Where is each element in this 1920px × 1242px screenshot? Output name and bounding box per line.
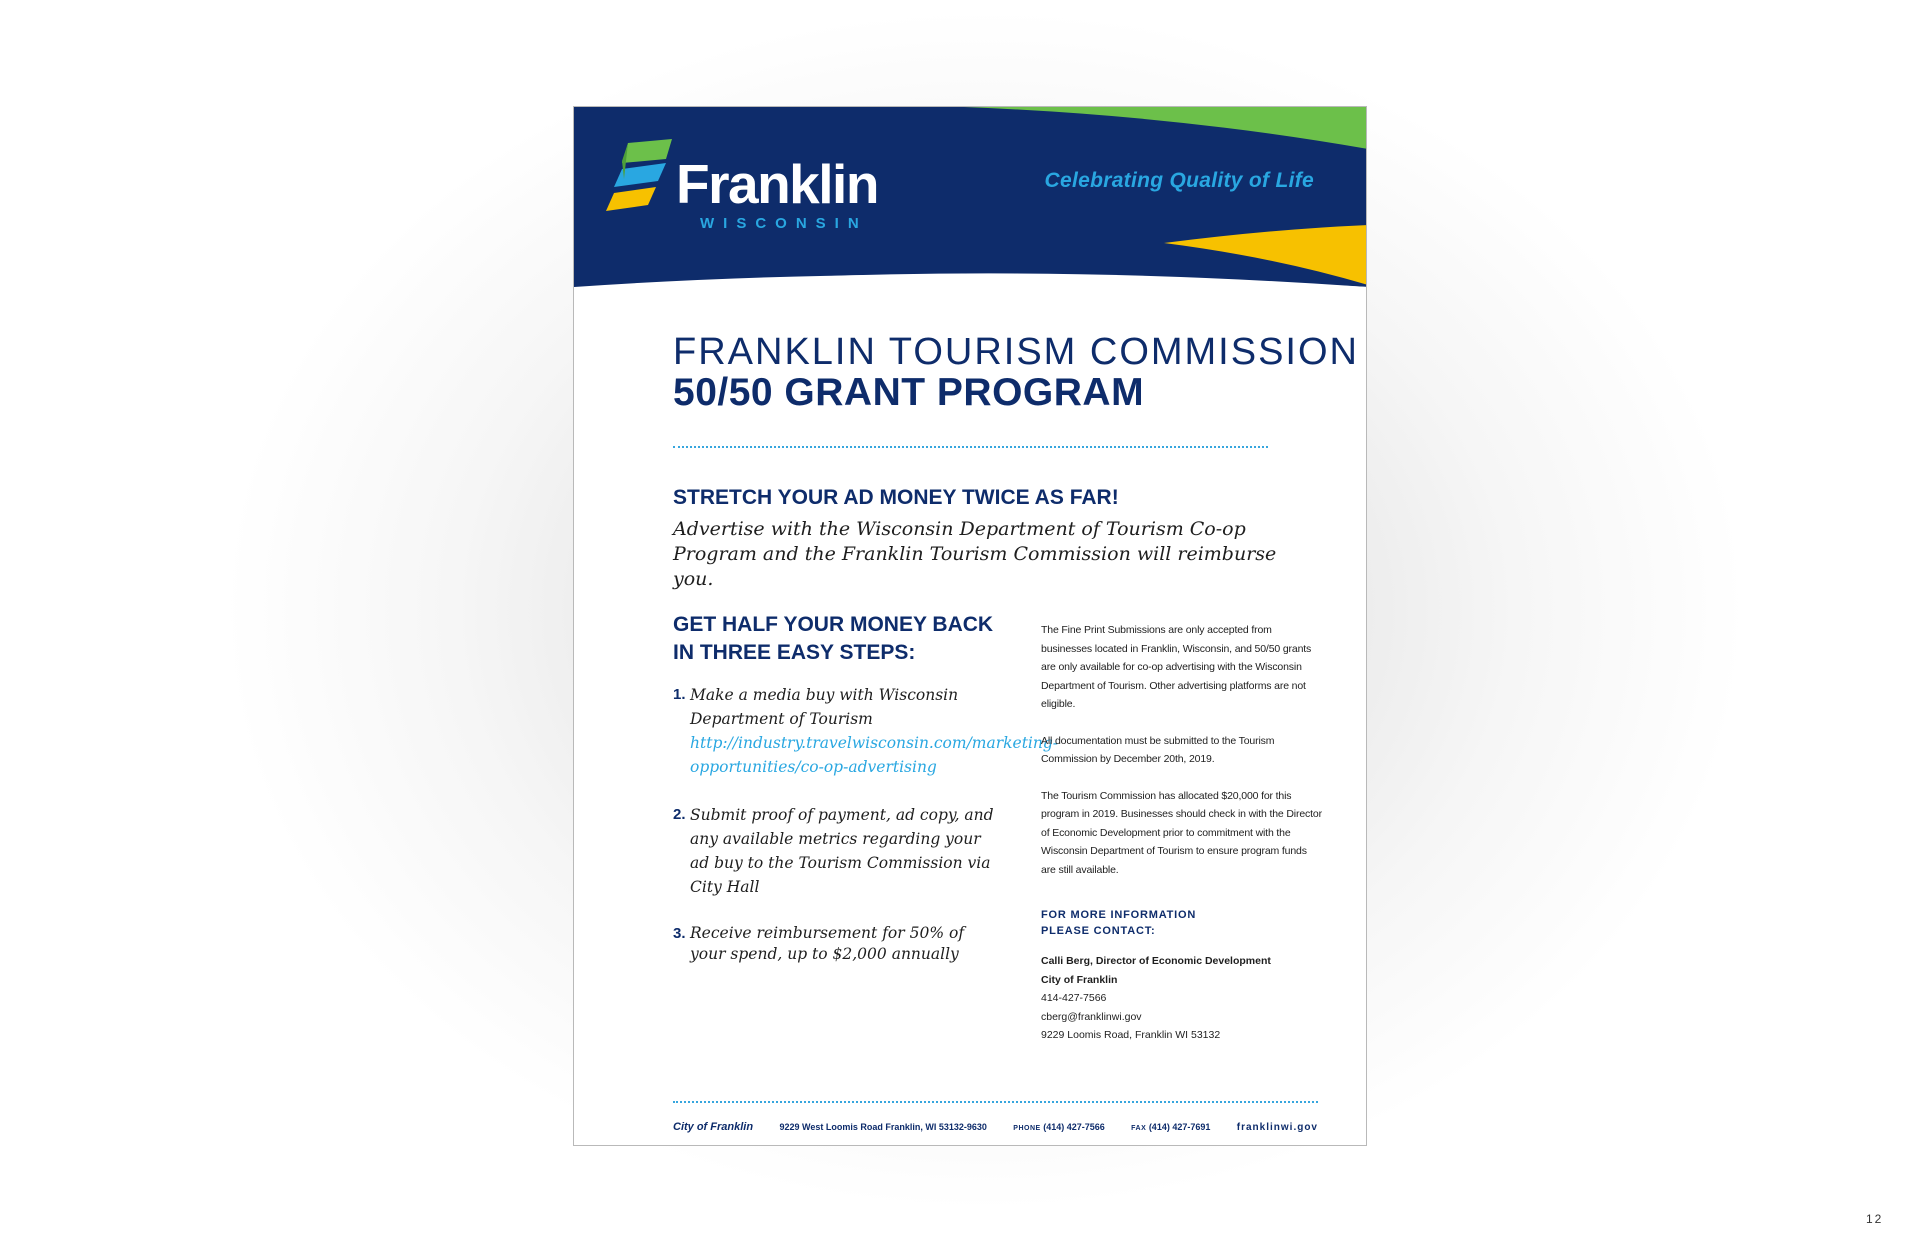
footer-city: City of Franklin (673, 1121, 754, 1133)
footer-fax (1131, 1122, 1210, 1132)
contact-phone: 414-427-7566 (1041, 992, 1107, 1004)
flyer-page (573, 106, 1367, 1146)
footer-phone-label: PHONE (1013, 1125, 1041, 1132)
divider-top (673, 446, 1268, 448)
step-text: Submit proof of payment, ad copy, and any available metrics regarding your ad buy to the Tourism Commission via City Hall (690, 806, 994, 896)
page-title-line1: FRANKLIN TOURISM COMMISSION (673, 331, 1359, 373)
franklin-logo (600, 135, 890, 235)
page-footer (673, 1121, 1318, 1135)
fine-print-paragraph: All documentation must be submitted to the Tourism Commission by December 20th, 2019. (1041, 734, 1275, 765)
logo-subtitle: WISCONSIN (700, 215, 868, 232)
fine-print-paragraph: The Fine Print Submissions are only accepted from businesses located in Franklin, Wisconsin, and 50/50 grants are only available for co-op advertising with the Wisconsin Department of Tourism. Other advertising platforms are not eligible. (1041, 624, 1312, 710)
steps-heading-line1: GET HALF YOUR MONEY BACK (673, 613, 994, 636)
steps-heading-line2: IN THREE EASY STEPS: (673, 641, 916, 664)
footer-fax-value: (414) 427-7691 (1148, 1122, 1211, 1132)
contact-heading-line1: FOR MORE INFORMATION (1041, 909, 1197, 921)
contact-block (1041, 952, 1321, 1045)
steps-list (673, 683, 1059, 965)
contact-address: 9229 Loomis Road, Franklin WI 53132 (1041, 1029, 1221, 1041)
step-number: 1. (673, 686, 686, 703)
logo-wordmark: Franklin (676, 153, 878, 215)
contact-heading-line2: PLEASE CONTACT: (1041, 925, 1156, 937)
steps-heading (673, 611, 1003, 667)
footer-address: 9229 West Loomis Road Franklin, WI 53132-9630 (779, 1122, 987, 1132)
step-text: Receive reimbursement for 50% of your spend, up to $2,000 annually (690, 924, 965, 963)
co-op-advertising-link[interactable]: http://industry.travelwisconsin.com/marketing-opportunities/co-op-advertising (690, 734, 1059, 776)
footer-phone (1013, 1122, 1104, 1132)
footer-fax-label: FAX (1131, 1125, 1147, 1132)
footer-phone-value: (414) 427-7566 (1043, 1122, 1105, 1132)
intro-heading: STRETCH YOUR AD MONEY TWICE AS FAR! (673, 486, 1119, 509)
header-tagline: Celebrating Quality of Life (1044, 169, 1314, 192)
step-item (673, 683, 1059, 779)
contact-heading (1041, 907, 1291, 939)
fine-print (1041, 621, 1323, 897)
step-text: Make a media buy with Wisconsin Department of Tourism (690, 686, 959, 728)
step-item (673, 803, 1003, 899)
divider-bottom (673, 1101, 1318, 1103)
step-item (673, 923, 1003, 965)
page-number: 12 (1866, 1212, 1884, 1226)
contact-email[interactable]: cberg@franklinwi.gov (1041, 1010, 1142, 1023)
page-title-line2: 50/50 GRANT PROGRAM (673, 371, 1145, 414)
step-number: 3. (673, 925, 686, 942)
step-number: 2. (673, 806, 686, 823)
intro-body: Advertise with the Wisconsin Department of Tourism Co-op Program and the Franklin Tourism Commission will reimburse you. (673, 518, 1277, 590)
fine-print-paragraph: The Tourism Commission has allocated $20,000 for this program in 2019. Businesses should check in with the Director of Economic Development prior to commitment with the Wisconsin Department of Tourism to ensure program funds are still available. (1041, 789, 1322, 876)
flag-ribbon-icon (600, 135, 680, 225)
footer-website[interactable]: franklinwi.gov (1236, 1122, 1318, 1133)
contact-name: Calli Berg, Director of Economic Development (1041, 955, 1271, 967)
contact-org: City of Franklin (1041, 973, 1118, 986)
